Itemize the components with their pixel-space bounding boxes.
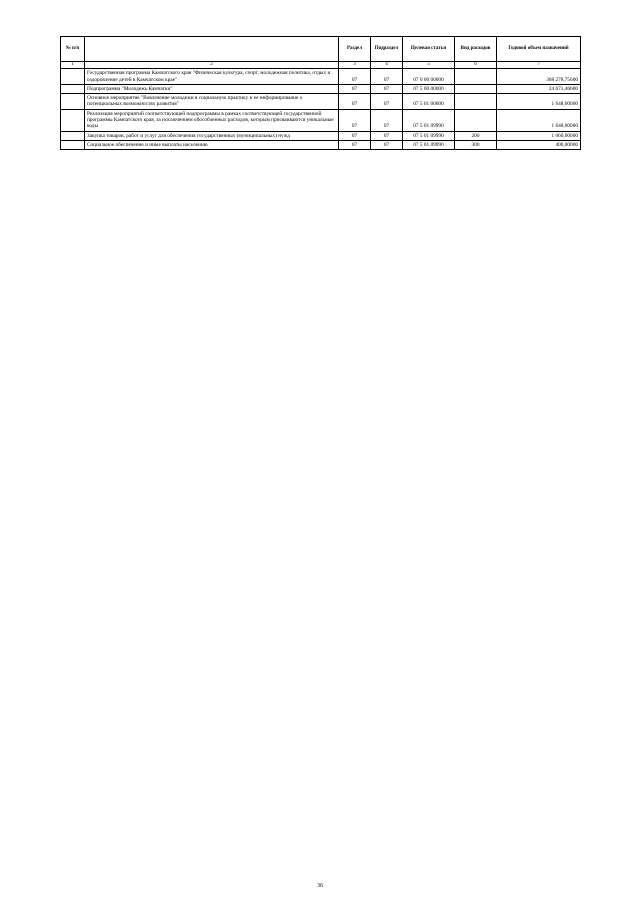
header-row [61,37,581,62]
column-index-row [61,62,581,69]
cell-number [61,140,85,149]
col-header-annual-volume: Годовой объем назначений [497,37,581,62]
col-index: 6 [455,62,497,69]
cell-target-article: 07 5 01 09990 [403,131,455,140]
cell-subsection: 07 [371,69,403,85]
col-index: 4 [371,62,403,69]
table-row [61,69,581,85]
table-row [61,94,581,110]
table-row [61,131,581,140]
cell-amount: 1 060,00000 [497,131,581,140]
cell-subsection: 07 [371,84,403,93]
cell-number [61,69,85,85]
col-header-target-article: Целевая статья [403,37,455,62]
cell-section: 07 [339,140,371,149]
cell-expense-type: 200 [455,131,497,140]
cell-expense-type [455,84,497,93]
col-index: 5 [403,62,455,69]
cell-amount: 24 671,46600 [497,84,581,93]
col-header-number: № п/п [61,37,85,62]
cell-target-article: 07 0 00 00000 [403,69,455,85]
cell-subsection: 07 [371,131,403,140]
cell-name: Закупка товаров, работ и услуг для обеспечения государственных (муниципальных) нужд [85,131,339,140]
cell-subsection: 07 [371,140,403,149]
col-header-name [85,37,339,62]
cell-target-article: 07 5 00 00000 [403,84,455,93]
cell-amount: 1 648,00000 [497,94,581,110]
cell-subsection: 07 [371,109,403,131]
cell-expense-type [455,69,497,85]
cell-name: Реализация мероприятий соответствующей подпрограммы в рамках соответствующей государственной программы Камчатского края, за исключением обособленных расходов, которым присваиваются уникальные коды [85,109,339,131]
cell-section: 07 [339,94,371,110]
col-header-section: Раздел [339,37,371,62]
cell-target-article: 07 5 01 09990 [403,109,455,131]
budget-document [60,36,580,150]
cell-name: Государственная программа Камчатского края "Физическая культура, спорт, молодежная политика, отдых и оздоровление детей в Камчатском крае" [85,69,339,85]
cell-number [61,84,85,93]
page-number: 36 [317,883,323,889]
cell-section: 07 [339,109,371,131]
cell-name: Подпрограмма "Молодежь Камчатки" [85,84,339,93]
cell-section: 07 [339,131,371,140]
col-header-expense-type: Вид расходов [455,37,497,62]
col-header-subsection: Подраздел [371,37,403,62]
cell-target-article: 07 5 01 09990 [403,140,455,149]
cell-section: 07 [339,69,371,85]
table-row [61,140,581,149]
cell-expense-type [455,109,497,131]
budget-table [60,36,581,150]
cell-target-article: 07 5 01 00000 [403,94,455,110]
table-row [61,109,581,131]
cell-expense-type: 300 [455,140,497,149]
col-index: 7 [497,62,581,69]
cell-amount: 400,00000 [497,140,581,149]
cell-expense-type [455,94,497,110]
cell-amount: 368 278,75600 [497,69,581,85]
cell-number [61,94,85,110]
table-body [61,69,581,150]
cell-section: 07 [339,84,371,93]
table-row [61,84,581,93]
cell-number [61,131,85,140]
col-index: 3 [339,62,371,69]
cell-amount: 1 648,00000 [497,109,581,131]
cell-name: Основное мероприятие "Вовлечение молодежи в социальную практику и ее информирование о потенциальных возможностях развития" [85,94,339,110]
col-index: 1 [61,62,85,69]
cell-number [61,109,85,131]
cell-name: Социальное обеспечение и иные выплаты населению [85,140,339,149]
cell-subsection: 07 [371,94,403,110]
col-index: 2 [85,62,339,69]
